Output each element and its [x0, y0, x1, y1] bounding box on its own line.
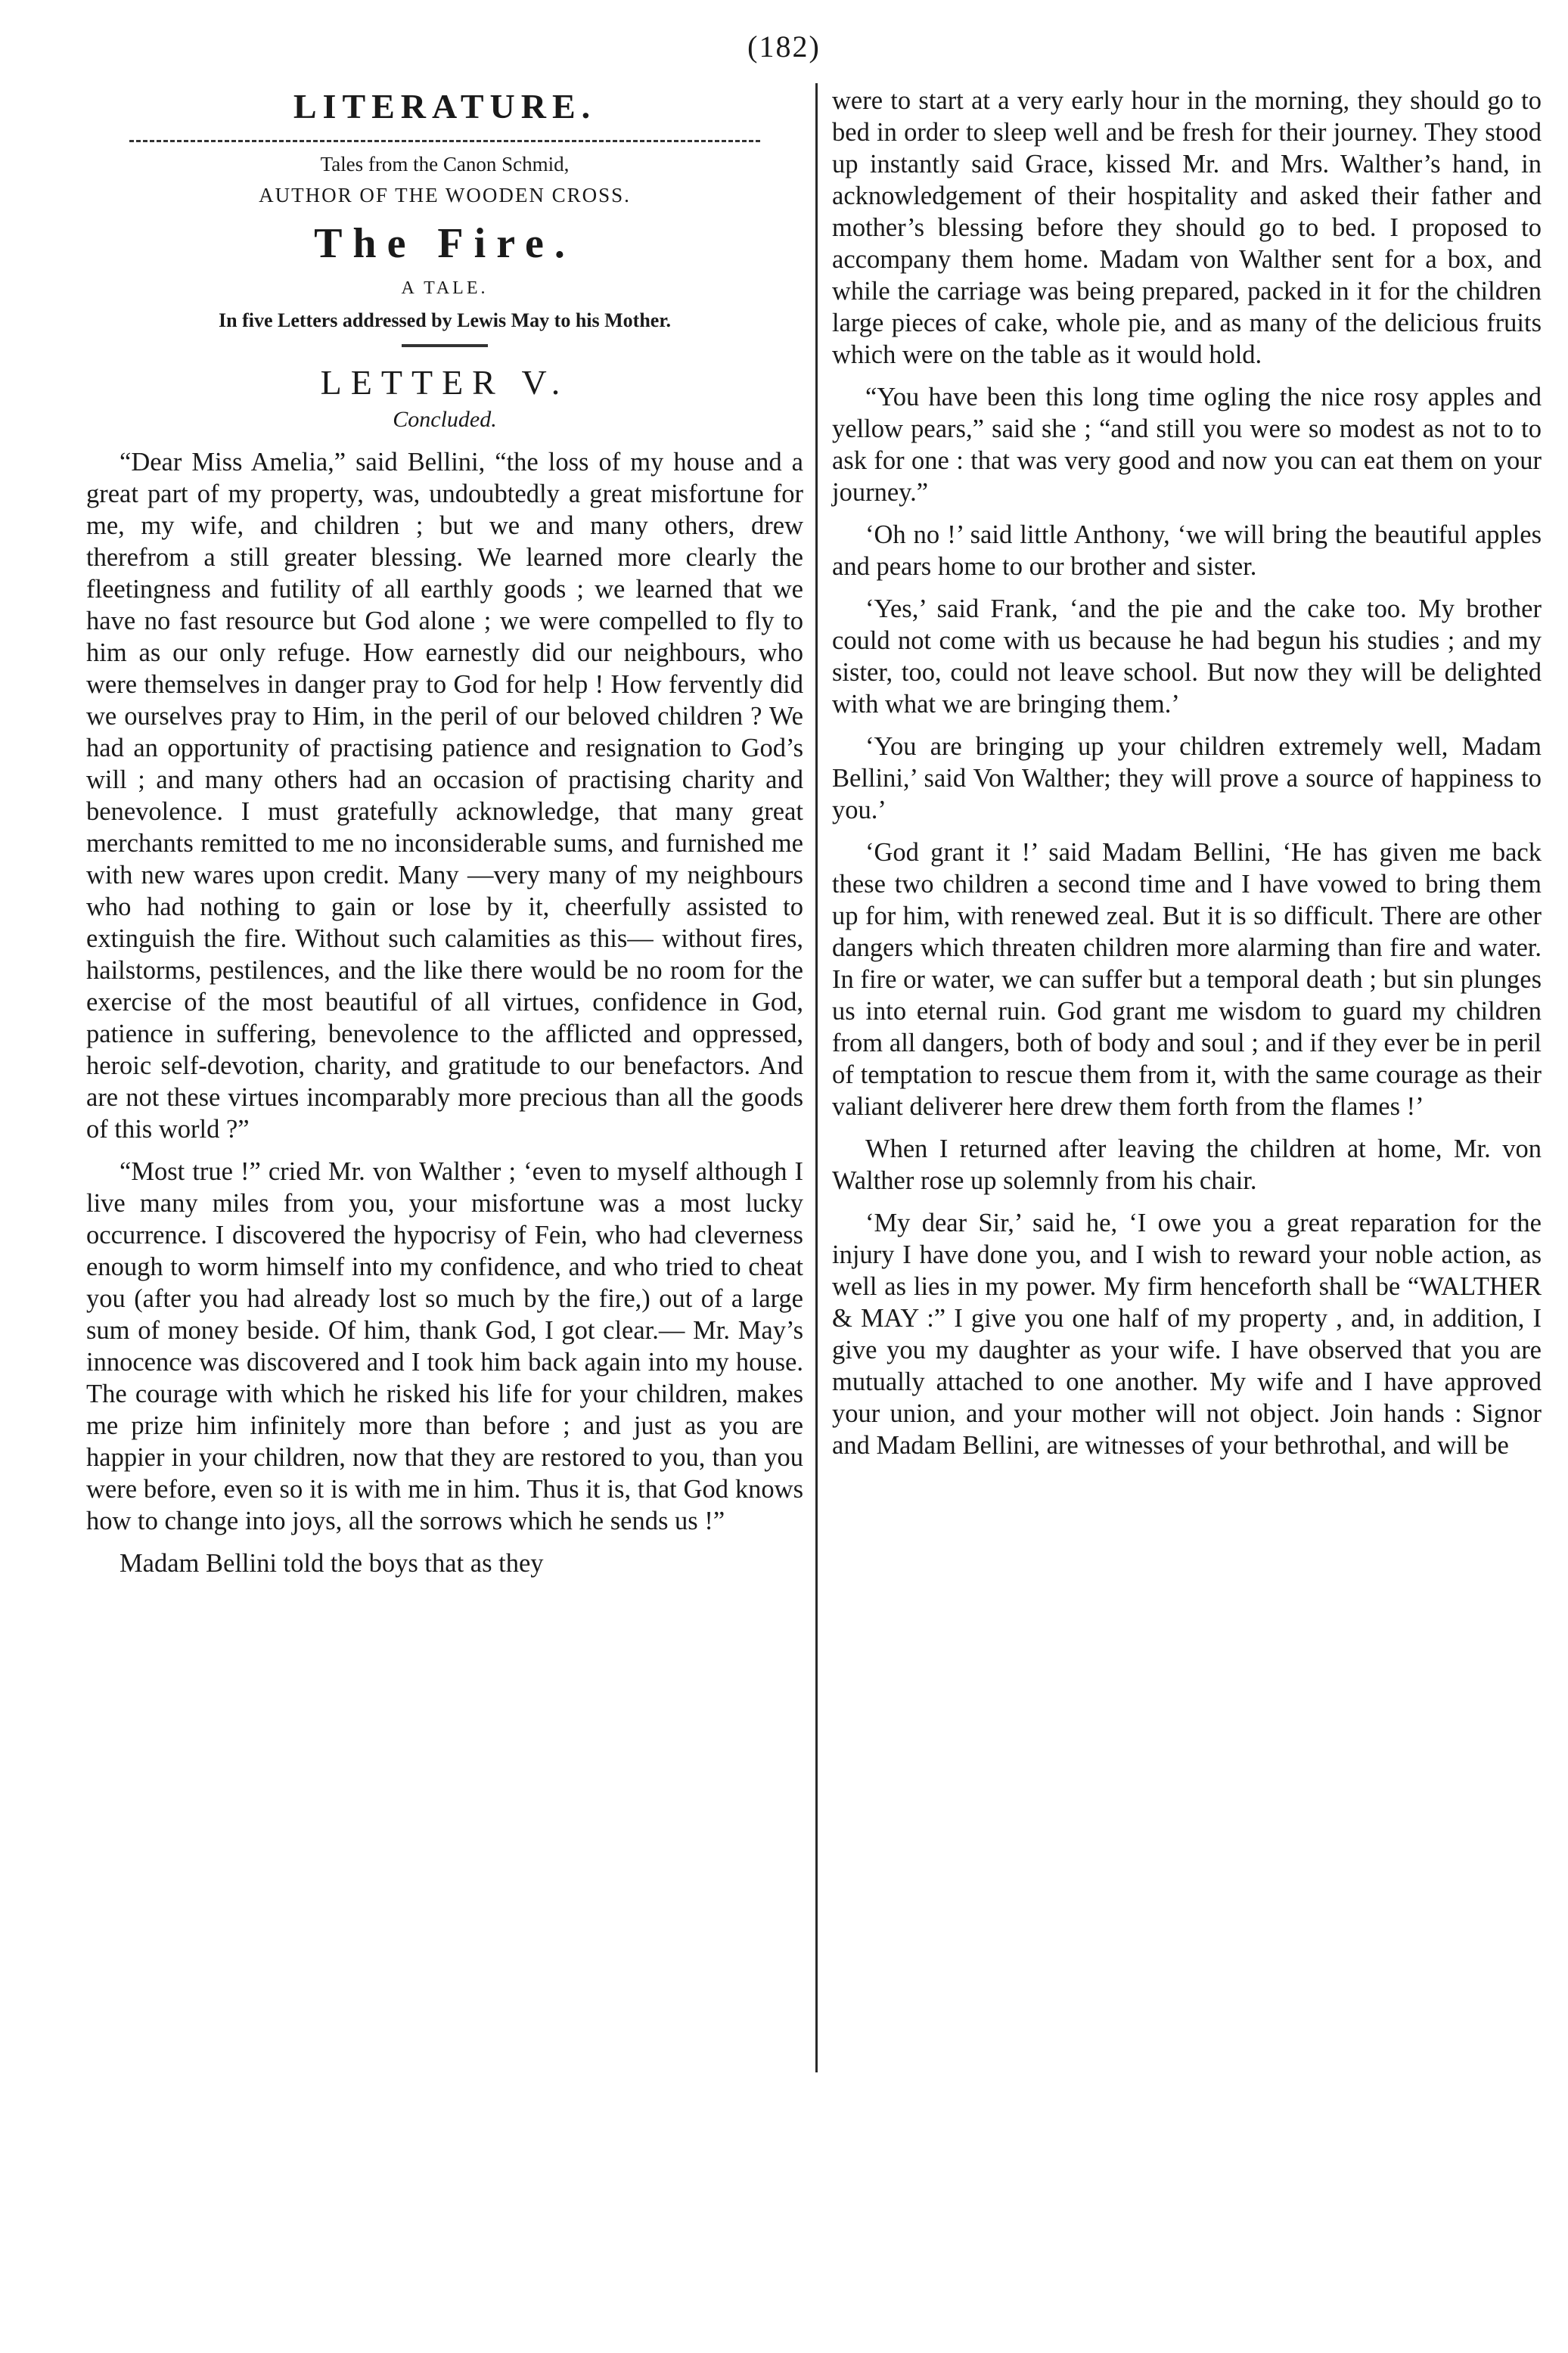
- title-rule: [402, 344, 488, 347]
- right-column: [832, 85, 1542, 1472]
- letter-title: LETTER V.: [320, 363, 570, 402]
- paragraph: ‘Yes,’ said Frank, ‘and the pie and the cake too. My brother could not come with us because he had begun his studies ; and my sister, too, could not leave school. But now they will be delighted with what we are bringing them.’: [832, 594, 1542, 719]
- paragraph: “Dear Miss Amelia,” said Bellini, “the loss of my house and a great part of my property, was, undoubtedly a great misfortune for me, my wife, and children ; but we and many others, drew therefrom a still greater blessing. We learned more clearly the fleetingness and futility of all earthly goods ; we learned that we have no fast resource but God alone ; we were compelled to fly to him as our only refuge. How earnestly did our neighbours, who were themselves in danger pray to God for help ! How fervently did we ourselves pray to Him, in the peril of our beloved children ? We had an opportunity of practising patience and resignation to God’s will ; and many others had an occasion of practising charity and benevolence. I must gratefully acknowledge, that many great merchants remitted to me no inconsiderable sums, and furnished me with new wares upon credit. Many —very many of my neighbours who had nothing to gain or lose by it, cheerfully assisted to extinguish the fire. Without such calamities as this— without fires, hailstorms, pestilences, and the like there would be no room for the exercise of the most beautiful of all virtues, confidence in God, patience in suffering, benevolence to the afflicted and oppressed, heroic self-devotion, charity, and gratitude to our benefactors. And are not these virtues incomparably more precious than all the goods of this world ?”: [86, 448, 803, 1144]
- letters-note: In five Letters addressed by Lewis May to his Mother.: [219, 309, 671, 331]
- paragraph: “You have been this long time ogling the nice rosy apples and yellow pears,” said she ; “and still you were so modest as not to to ask for one : that was very good and now you can eat them on your journey.”: [832, 383, 1542, 507]
- concluded-note: Concluded.: [393, 407, 497, 432]
- page-number: (182): [747, 29, 821, 64]
- author-line: AUTHOR OF THE WOODEN CROSS.: [259, 184, 631, 206]
- paragraph: “Most true !” cried Mr. von Walther ; ‘even to myself although I live many miles from you, your misfortune was a most lucky occurrence. I discovered the hypocrisy of Fein, who had cleverness enough to worm himself into my confidence, and who tried to cheat you (after you had already lost so much by the fire,) out of a large sum of money beside. Of him, thank God, I got clear.— Mr. May’s innocence was discovered and I took him back again into my house. The courage with which he risked his life for your children, makes me prize him infinitely more than before ; and just as you are happier in your children, now that they are restored to you, than you were before, even so it is with me in him. Thus it is, that God knows how to change into joys, all the sorrows which he sends us !”: [86, 1157, 803, 1535]
- paragraph: ‘God grant it !’ said Madam Bellini, ‘He has given me back these two children a second time and I have vowed to bring them up for him, with renewed zeal. But it is so difficult. There are other dangers which threaten children more alarming than fire and water. In fire or water, we can suffer but a temporal death ; but sin plunges us into eternal ruin. God grant me wisdom to guard my children from all dangers, both of body and soul ; and if they ever be in peril of temptation to rescue them from it, with the same courage as their valiant deliverer here drew them forth from the flames !’: [832, 838, 1542, 1121]
- section-rule: [129, 140, 760, 142]
- paragraph: ‘My dear Sir,’ said he, ‘I owe you a great reparation for the injury I have done you, and I wish to reward your noble action, as well as lies in my power. My firm henceforth shall be “WALTHER & MAY :” I give you one half of my property , and, in addition, I give you my daughter as your wife. I have observed that you are mutually attached to one another. My wife and I have approved your union, and your mother will not object. Join hands : Signor and Madam Bellini, are witnesses of your bethrothal, and will be: [832, 1209, 1542, 1460]
- paragraph: ‘Oh no !’ said little Anthony, ‘we will bring the beautiful apples and pears home to our brother and sister.: [832, 520, 1542, 581]
- tales-from-line: Tales from the Canon Schmid,: [320, 153, 570, 175]
- paragraph: ‘You are bringing up your children extremely well, Madam Bellini,’ said Von Walther; they will prove a source of happiness to you.’: [832, 732, 1542, 824]
- left-column: [86, 85, 803, 1590]
- paragraph: Madam Bellini told the boys that as they: [120, 1549, 544, 1578]
- column-divider: [815, 83, 818, 2072]
- tale-title: The Fire.: [314, 220, 576, 267]
- left-body-text: [86, 446, 803, 1579]
- section-title: LITERATURE.: [293, 87, 597, 126]
- paragraph: were to start at a very early hour in the morning, they should go to bed in order to sleep well and be fresh for their journey. They stood up instantly said Grace, kissed Mr. and Mrs. Walther’s hand, in acknowledgement of their hospitality and asked their father and mother’s blessing before they should go to bed. I proposed to accompany them home. Madam von Walther sent for a box, and while the carriage was being prepared, packed in it for the children large pieces of cake, whole pie, and as many of the delicious fruits which were on the table as it would hold.: [832, 86, 1542, 369]
- paragraph: When I returned after leaving the children at home, Mr. von Walther rose up solemnly from his chair.: [832, 1135, 1542, 1195]
- tale-subtitle: A TALE.: [401, 278, 489, 298]
